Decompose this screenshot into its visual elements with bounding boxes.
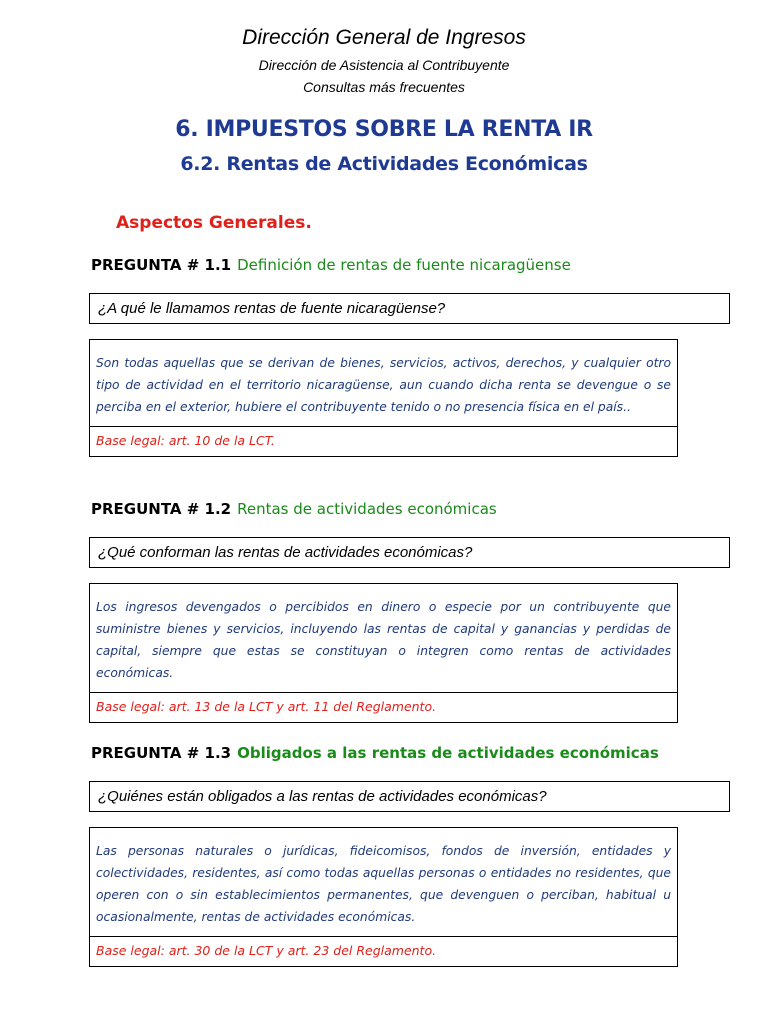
question-box: ¿A qué le llamamos rentas de fuente nicaragüense? [89, 293, 730, 324]
legal-basis: Base legal: art. 10 de la LCT. [90, 426, 677, 456]
section-title: 6.2. Rentas de Actividades Económicas [180, 153, 588, 175]
legal-basis: Base legal: art. 13 de la LCT y art. 11 del Reglamento. [90, 692, 677, 722]
question-topic: Rentas de actividades económicas [237, 500, 497, 518]
question-topic: Obligados a las rentas de actividades económicas [237, 744, 659, 762]
answer-box [89, 339, 678, 457]
header-subtitle-faq: Consultas más frecuentes [303, 79, 465, 95]
question-box: ¿Quiénes están obligados a las rentas de actividades económicas? [89, 781, 730, 812]
answer-text: Las personas naturales o jurídicas, fideicomisos, fondos de inversión, entidades y colectividades, residentes, así como todas aquellas personas o entidades no residentes, que operen con o sin establecimientos permanentes, que devenguen o perciban, habitual u ocasionalmente, rentas de actividades económicas. [96, 844, 671, 924]
question-number: PREGUNTA # 1.2 [91, 500, 232, 518]
question-heading [91, 744, 659, 762]
question-topic: Definición de rentas de fuente nicaragüense [237, 256, 571, 274]
question-number: PREGUNTA # 1.3 [91, 744, 232, 762]
answer-text: Los ingresos devengados o percibidos en dinero o especie por un contribuyente que suministre bienes y servicios, incluyendo las rentas de capital y ganancias y perdidas de capital, siempre que estas se constituyan o integren como rentas de actividades económicas. [96, 600, 671, 680]
section-heading: Aspectos Generales. [116, 213, 312, 233]
legal-basis: Base legal: art. 30 de la LCT y art. 23 del Reglamento. [90, 936, 677, 966]
chapter-title: 6. IMPUESTOS SOBRE LA RENTA IR [175, 117, 593, 142]
question-heading [91, 500, 497, 518]
question-box: ¿Qué conforman las rentas de actividades económicas? [89, 537, 730, 568]
header-title: Dirección General de Ingresos [242, 26, 526, 49]
question-heading [91, 256, 571, 274]
answer-box [89, 827, 678, 967]
answer-box [89, 583, 678, 723]
header-subtitle-department: Dirección de Asistencia al Contribuyente [258, 57, 510, 73]
question-number: PREGUNTA # 1.1 [91, 256, 232, 274]
answer-text: Son todas aquellas que se derivan de bienes, servicios, activos, derechos, y cualquier otro tipo de actividad en el territorio nicaragüense, aun cuando dicha renta se devengue o se perciba en el exterior, hubiere el contribuyente tenido o no presencia física en el país.. [96, 356, 671, 414]
